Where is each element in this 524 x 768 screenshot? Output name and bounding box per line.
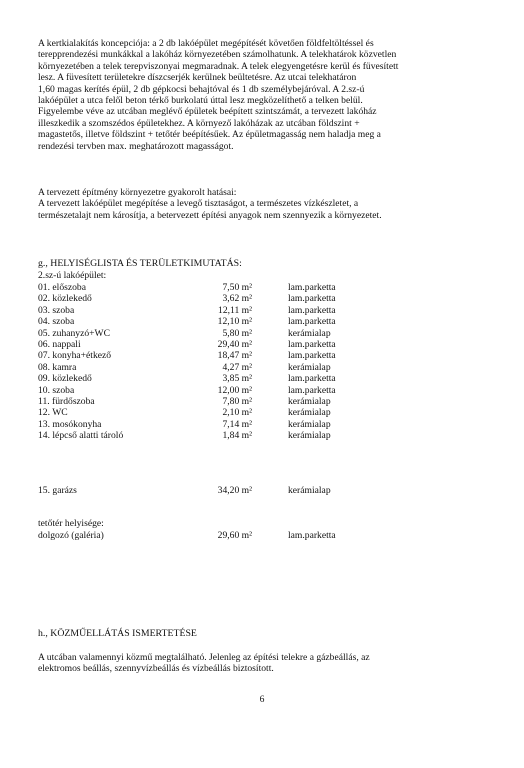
text-line: A utcában valamennyi közmű megtalálható. Jelenleg az építési telekre a gázbeállás, az (38, 652, 370, 663)
attic-subheading: tetőtér helyisége: (38, 518, 104, 529)
utilities-paragraph (38, 652, 494, 675)
room-area: 12,00 m² (217, 384, 252, 396)
room-name: 07. konyha+étkező (38, 350, 112, 362)
table-row (38, 485, 408, 496)
text-line: magastetős, illetve földszint + tetőtér beépítésűek. Az épületmagasság nem haladja meg a (38, 129, 381, 141)
room-flooring: lam.parketta (288, 373, 336, 385)
room-name: 10. szoba (38, 384, 75, 396)
room-area: 3,85 m² (222, 373, 252, 385)
text-line: A tervezett lakóépület megépítése a levegő tisztaságot, a természetes vízkészletet, a (38, 198, 359, 210)
text-line: illeszkedik a szomszédos épületekhez. A környező lakóházak az utcában földszint + (38, 117, 360, 129)
room-area: 1,84 m² (222, 430, 252, 442)
room-list-table (38, 282, 408, 442)
page-number: 6 (259, 694, 265, 705)
room-flooring: lam.parketta (288, 339, 336, 351)
room-area: 18,47 m² (217, 350, 252, 362)
table-row (38, 362, 408, 373)
room-flooring: lam.parketta (288, 282, 336, 293)
room-area: 12,11 m² (218, 304, 252, 316)
text-line: Figyelembe véve az utcában meglévő épületek beépített szintszámát, a tervezett lakóház (38, 106, 377, 118)
room-area: 29,60 m² (217, 530, 252, 541)
garden-concept-paragraph (38, 38, 494, 152)
room-flooring: kerámialap (288, 418, 331, 430)
room-area: 7,14 m² (222, 418, 252, 430)
room-name: 02. közlekedő (38, 293, 92, 305)
room-area: 34,20 m² (217, 485, 252, 496)
room-area: 2,10 m² (222, 407, 252, 419)
garage-table (38, 485, 408, 496)
room-area: 5,80 m² (222, 327, 252, 339)
table-row (38, 385, 408, 396)
room-flooring: lam.parketta (288, 384, 336, 396)
section-h-heading: h., KÖZMŰELLÁTÁS ISMERTETÉSE (38, 628, 197, 639)
table-row (38, 396, 408, 407)
table-row (38, 305, 408, 316)
room-name: 09. közlekedő (38, 373, 92, 385)
room-area: 29,40 m² (217, 339, 252, 351)
room-flooring: lam.parketta (288, 293, 336, 305)
room-flooring: kerámialap (288, 361, 331, 373)
environmental-impact-paragraph (38, 187, 494, 221)
text-line: lakóépület a utca felől beton térkő burkolatú úttal lesz megközelíthető a telken belül. (38, 95, 363, 107)
room-name: 14. lépcső alatti tároló (38, 430, 124, 442)
table-row (38, 419, 408, 430)
text-line: környezetében a telek terepviszonyai megmaradnak. A telek elegyengetésre kerül és füvesített (38, 60, 399, 72)
room-name: 08. kamra (38, 361, 77, 373)
room-area: 3,62 m² (222, 293, 252, 305)
text-line: 1,60 magas kerítés épül, 2 db gépkocsi behajtóval és 1 db személybejáróval. A 2.sz-ú (38, 83, 365, 95)
text-line: természetalajt nem károsítja, a betervezett építési anyagok nem szennyezik a környezetet. (38, 209, 382, 221)
table-row (38, 407, 408, 418)
text-line: elektromos beállás, szennyvízbeállás és vízbeállás biztosított. (38, 663, 274, 675)
table-row (38, 293, 408, 304)
room-area: 4,27 m² (222, 361, 252, 373)
table-row (38, 430, 408, 441)
room-area: 7,80 m² (222, 396, 252, 408)
room-name: 01. előszoba (38, 282, 86, 293)
room-flooring: lam.parketta (288, 304, 336, 316)
room-name: 05. zuhanyzó+WC (38, 327, 111, 339)
text-line: A tervezett építmény környezetre gyakorolt hatásai: (38, 187, 237, 198)
text-line: lesz. A füvesített területekre díszcserjék kerülnek beültetésre. Az utcai telekhatáron (38, 72, 357, 84)
room-flooring: kerámialap (288, 407, 331, 419)
room-name: 04. szoba (38, 316, 75, 328)
room-name: 03. szoba (38, 304, 75, 316)
room-flooring: kerámialap (288, 430, 331, 442)
table-row (38, 350, 408, 361)
section-g-heading: g., HELYISÉGLISTA ÉS TERÜLETKIMUTATÁS: (38, 258, 242, 269)
building-subheading: 2.sz-ú lakóépület: (38, 270, 107, 281)
table-row (38, 328, 408, 339)
text-line: rendezési tervben max. meghatározott magasságot. (38, 140, 234, 152)
room-name: dolgozó (galéria) (38, 530, 104, 541)
text-line: terepprendezési munkákkal a lakóház környezetében számolhatunk. A telekhatárok közvetlen (38, 49, 397, 61)
attic-table (38, 530, 408, 541)
room-name: 12. WC (38, 407, 68, 419)
room-name: 11. fürdőszoba (38, 396, 95, 408)
room-flooring: lam.parketta (288, 350, 336, 362)
room-flooring: kerámialap (288, 327, 331, 339)
room-name: 13. mosókonyha (38, 418, 102, 430)
text-line: A kertkialakítás koncepciója: a 2 db lakóépület megépítését követően földfeltöltéssel és (38, 38, 374, 49)
room-flooring: kerámialap (288, 396, 331, 408)
room-flooring: kerámialap (288, 485, 331, 496)
room-area: 12,10 m² (217, 316, 252, 328)
room-flooring: lam.parketta (288, 530, 336, 541)
table-row (38, 282, 408, 293)
table-row (38, 316, 408, 327)
room-flooring: lam.parketta (288, 316, 336, 328)
table-row (38, 373, 408, 384)
table-row (38, 339, 408, 350)
room-name: 15. garázs (38, 485, 77, 496)
room-area: 7,50 m² (222, 282, 252, 293)
room-name: 06. nappali (38, 339, 81, 351)
table-row (38, 530, 408, 541)
